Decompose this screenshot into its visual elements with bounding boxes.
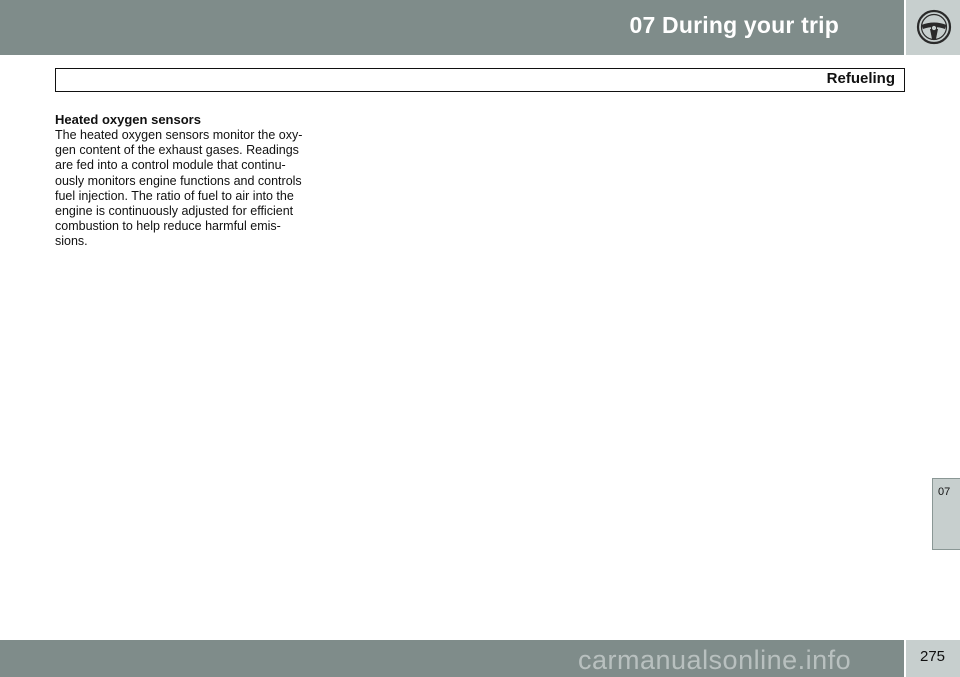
chapter-tab-label: 07 bbox=[938, 486, 951, 498]
body-text-line: fuel injection. The ratio of fuel to air into the bbox=[55, 188, 294, 203]
watermark-text: carmanualsonline.info bbox=[578, 645, 852, 675]
body-text-line: gen content of the exhaust gases. Readings bbox=[55, 143, 299, 158]
body-text-line: are fed into a control module that continu- bbox=[55, 158, 286, 173]
body-text-line: ously monitors engine functions and controls bbox=[55, 173, 302, 188]
section-header bbox=[55, 68, 905, 92]
section-title: Refueling bbox=[826, 70, 895, 87]
body-text-line: The heated oxygen sensors monitor the oxy- bbox=[55, 128, 303, 142]
chapter-icon-box bbox=[904, 0, 960, 55]
content-column bbox=[55, 112, 325, 250]
body-text-line: engine is continuously adjusted for efficient bbox=[55, 204, 294, 219]
chapter-side-tab bbox=[932, 478, 960, 550]
steering-wheel-icon bbox=[915, 8, 953, 46]
body-text-line: combustion to help reduce harmful emis- bbox=[55, 219, 281, 234]
page-number: 275 bbox=[920, 648, 946, 665]
subsection-heading: Heated oxygen sensors bbox=[55, 112, 201, 127]
body-text-line: sions. bbox=[55, 234, 88, 249]
chapter-title: 07 During your trip bbox=[629, 12, 839, 38]
header-bar bbox=[0, 0, 904, 55]
